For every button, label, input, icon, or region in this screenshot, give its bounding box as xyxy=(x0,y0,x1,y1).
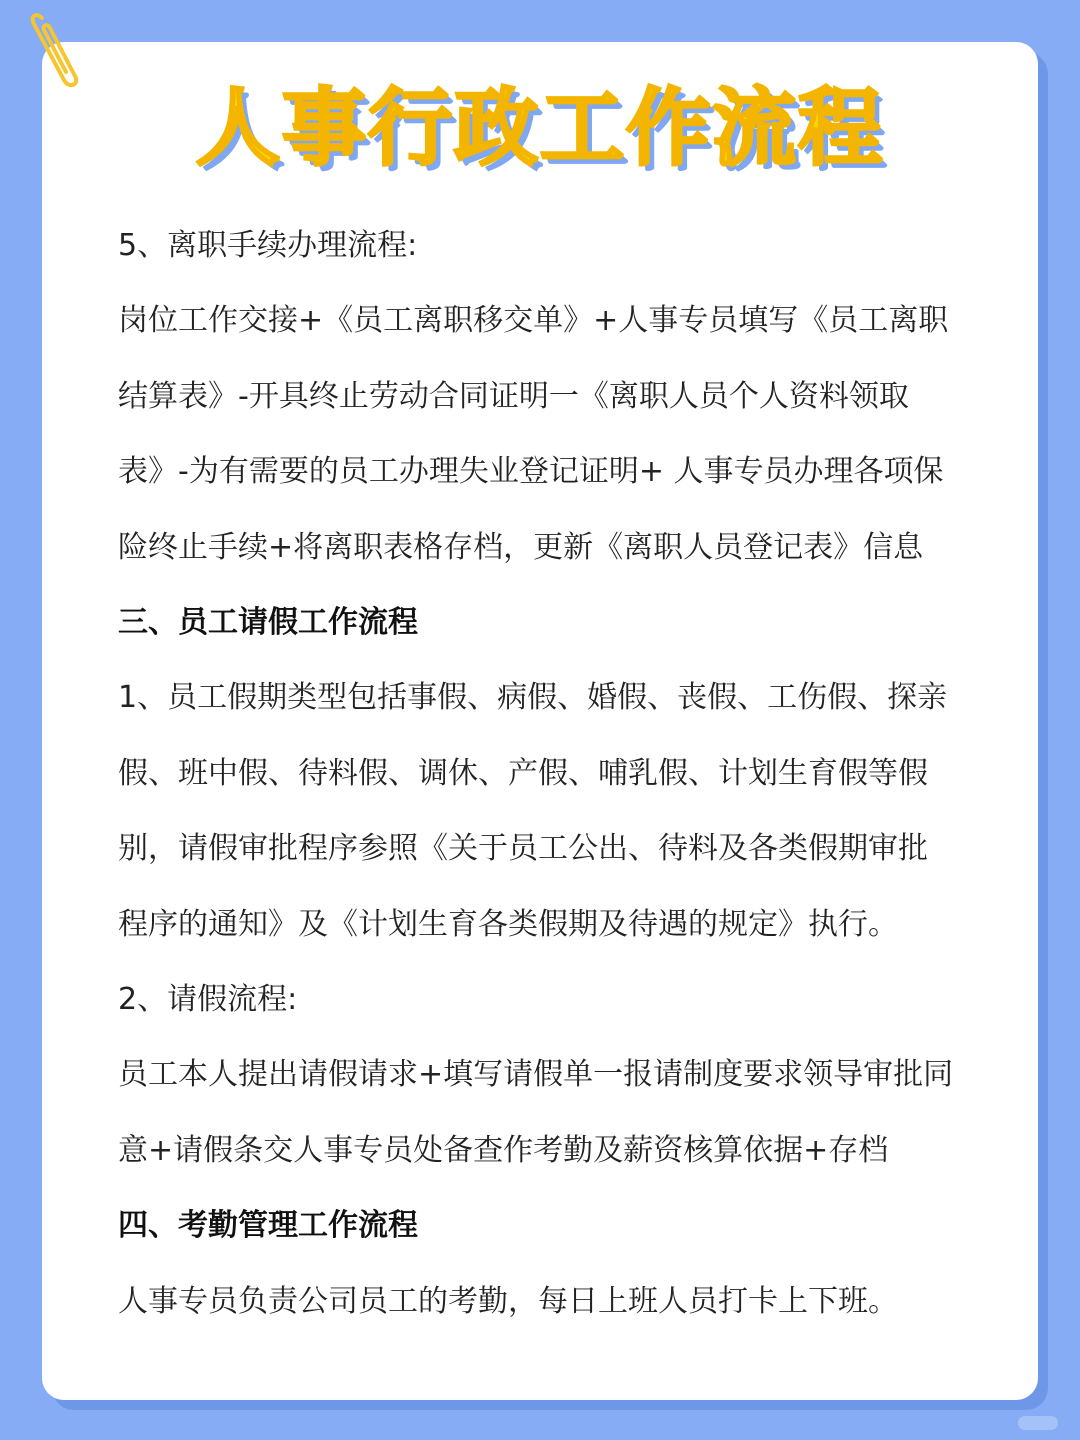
paragraph-line: 结算表》-开具终止劳动合同证明一《离职人员个人资料领取 xyxy=(118,378,909,414)
document-body xyxy=(118,208,968,1339)
section-heading-leave: 三、员工请假工作流程 xyxy=(118,605,418,641)
paragraph-line: 员工本人提出请假请求+填写请假单一报请制度要求领导审批同 xyxy=(118,1057,954,1093)
section-heading-attendance: 四、考勤管理工作流程 xyxy=(118,1208,418,1244)
paragraph-line: 1、员工假期类型包括事假、病假、婚假、丧假、工伤假、探亲 xyxy=(118,680,948,716)
paragraph-line: 险终止手续+将离职表格存档，更新《离职人员登记表》信息 xyxy=(118,529,924,565)
paragraph-line: 程序的通知》及《计划生育各类假期及待遇的规定》执行。 xyxy=(118,906,898,942)
resignation-process-subtitle: 5、离职手续办理流程: xyxy=(118,228,418,263)
paragraph-line: 岗位工作交接+《员工离职移交单》+人事专员填写《员工离职 xyxy=(118,303,949,339)
paragraph-line: 意+请假条交人事专员处备查作考勤及薪资核算依据+存档 xyxy=(118,1132,889,1168)
leave-process-subtitle: 2、请假流程: xyxy=(118,982,298,1018)
paragraph-line: 表》-为有需要的员工办理失业登记证明+ 人事专员办理各项保 xyxy=(118,454,944,490)
paragraph-line: 假、班中假、待料假、调休、产假、哺乳假、计划生育假等假 xyxy=(118,755,928,791)
paragraph-line: 人事专员负责公司员工的考勤，每日上班人员打卡上下班。 xyxy=(118,1283,898,1319)
paragraph-line: 别，请假审批程序参照《关于员工公出、待料及各类假期审批 xyxy=(118,831,928,867)
page-title: 人事行政工作流程 xyxy=(195,79,884,177)
watermark xyxy=(1018,1416,1058,1430)
